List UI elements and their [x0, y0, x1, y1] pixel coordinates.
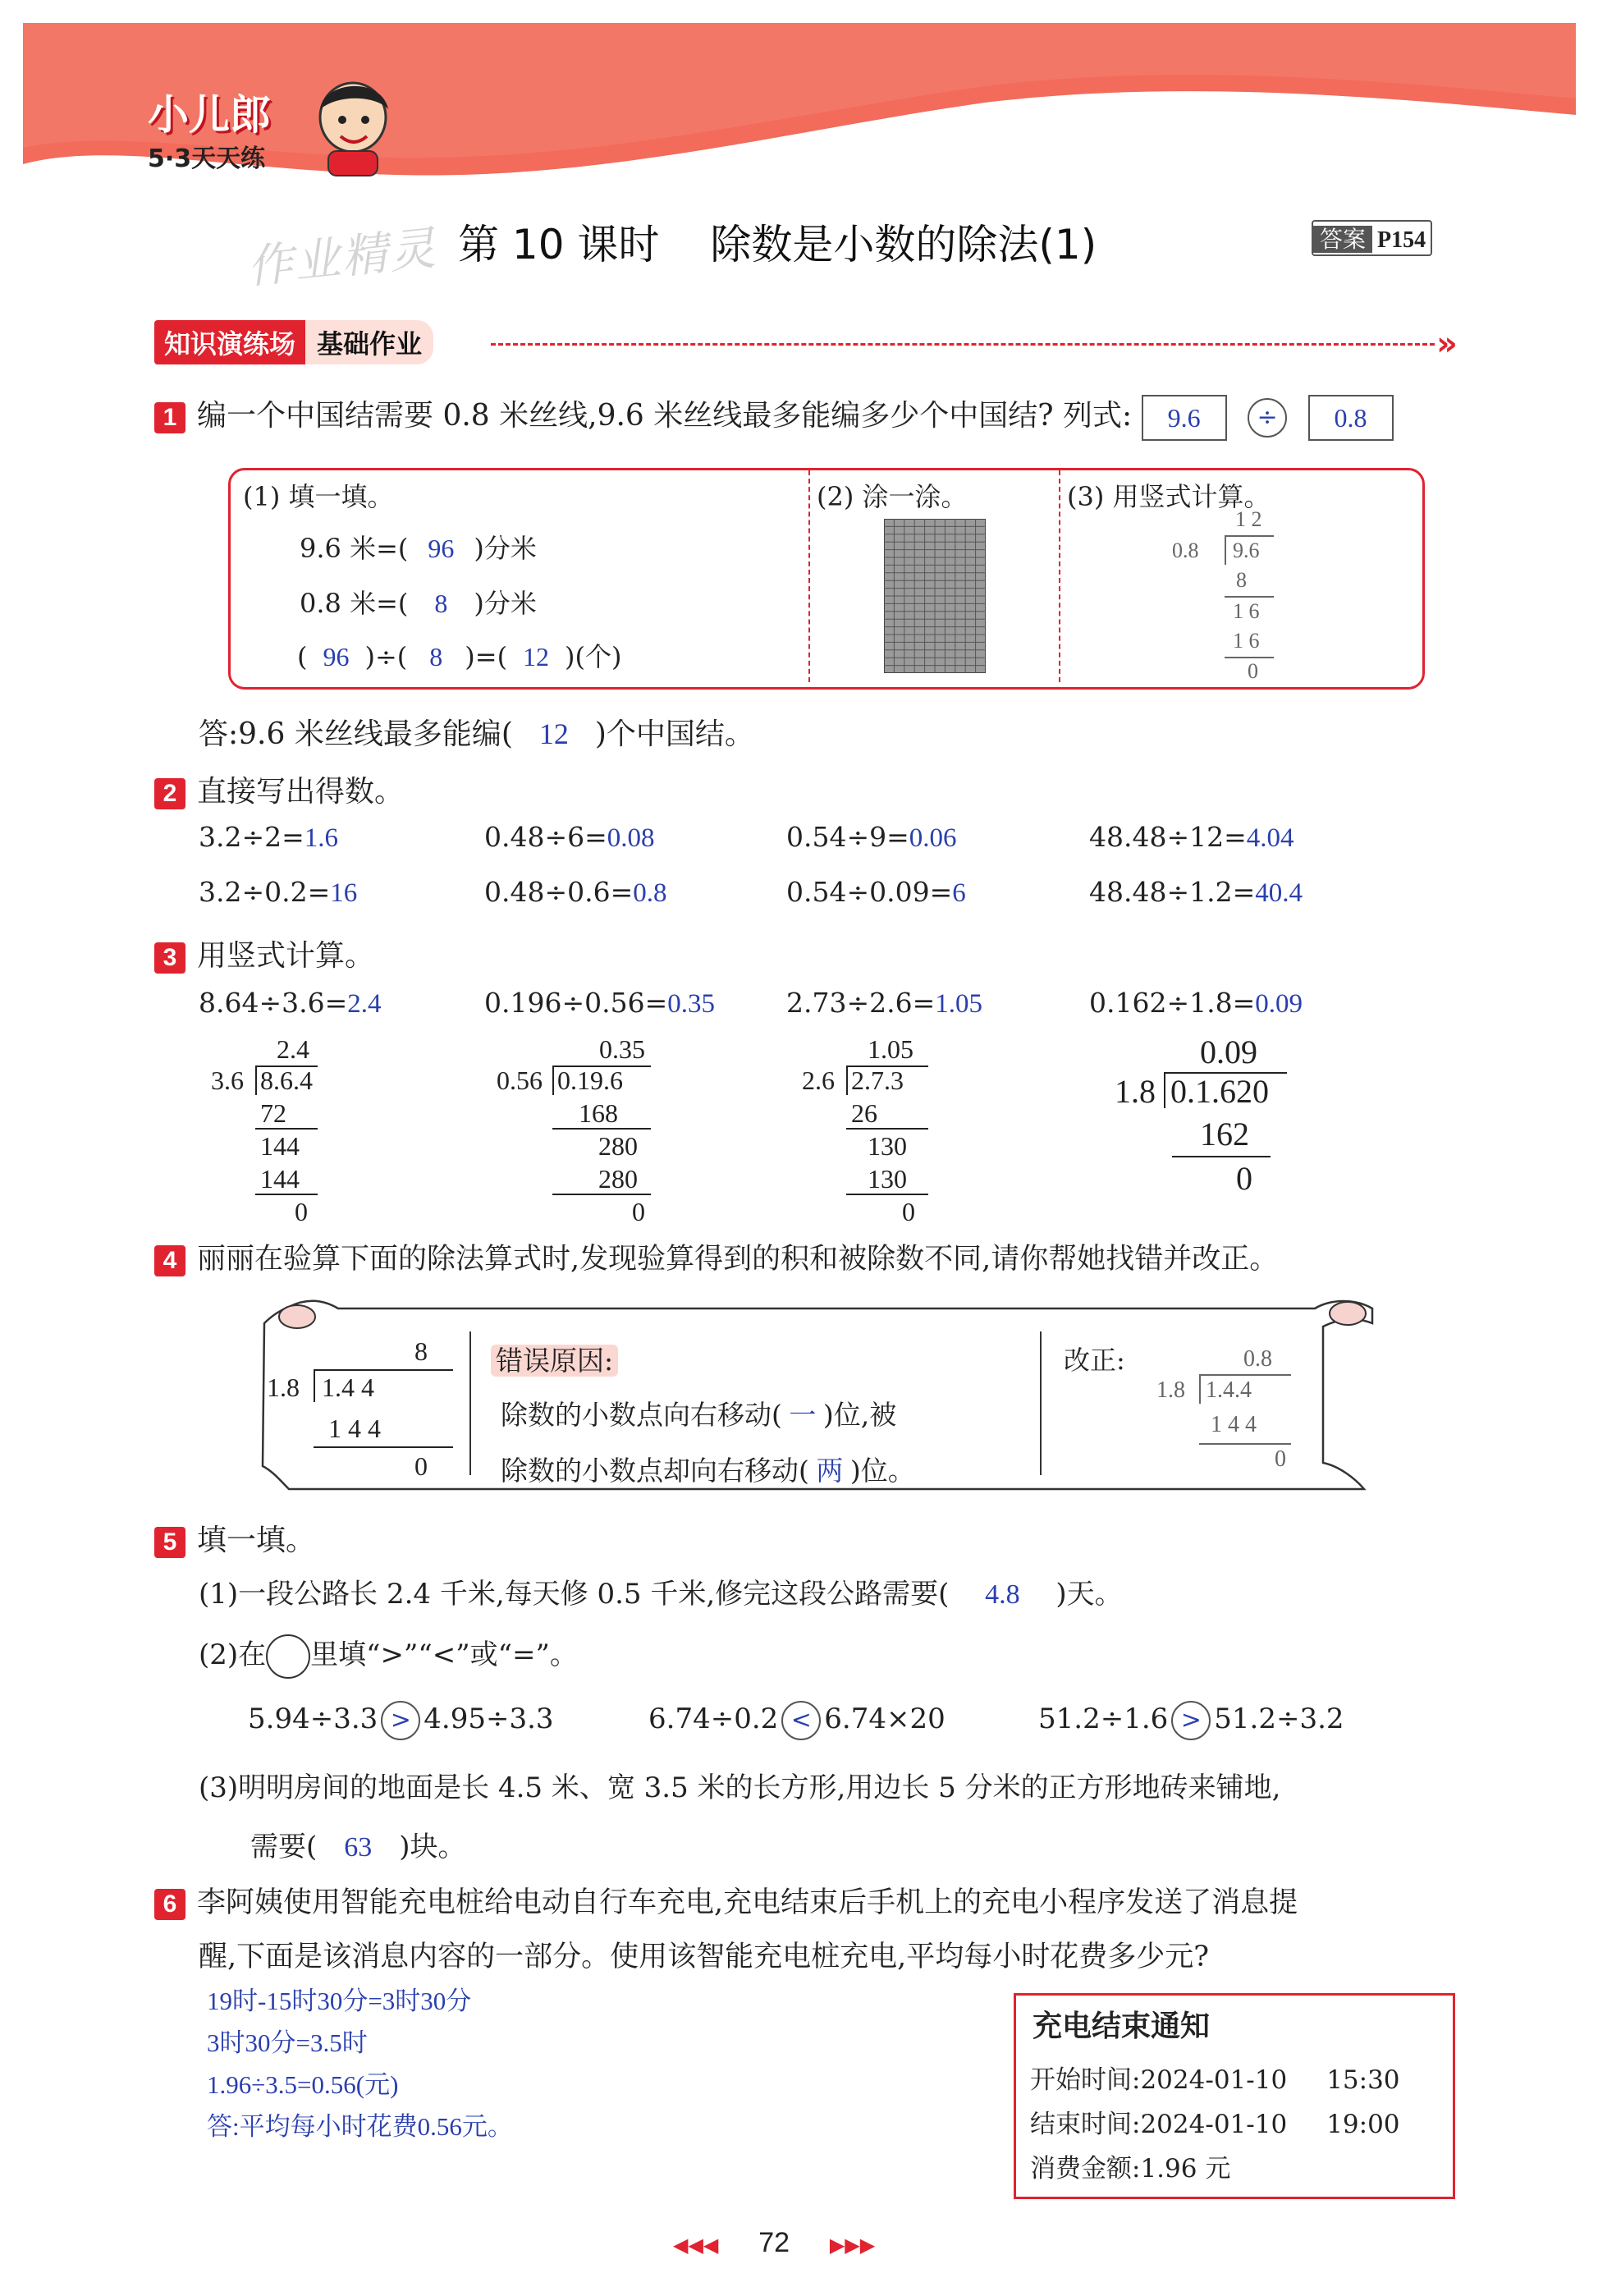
compare-circle: > — [1171, 1701, 1211, 1740]
q4-fix-title: 改正: — [1064, 1345, 1125, 1376]
q1-circle-op: ÷ — [1248, 398, 1287, 438]
page-footer — [673, 2226, 875, 2259]
q6-work-line: 3时30分=3.5时 — [207, 2028, 368, 2057]
calc-divisor: 0.8 — [1172, 538, 1199, 562]
q1-vertical-calc: 1 2 0.8 9.6 8 1 6 1 6 0 — [1165, 507, 1289, 684]
lesson-number: 第 10 课时 — [458, 221, 660, 268]
answer-label: 答案 — [1313, 226, 1372, 253]
q3-calc-3: 1.05 2.6 2.7.3 26 130 130 0 — [800, 1034, 940, 1231]
q5-title: 5 填一填。 — [154, 1517, 315, 1559]
q5-part2: (2)在 里填“>”“<”或“=”。 — [199, 1632, 578, 1679]
q5-compare: 51.2÷1.6 > 51.2÷3.2 — [1038, 1701, 1344, 1740]
q2-item: 0.54÷9=0.06 — [786, 821, 957, 853]
watermark: 作业精灵 — [244, 222, 440, 295]
mascot-icon — [308, 72, 398, 179]
q6-work-line: 1.96÷3.5=0.56(元) — [207, 2070, 399, 2099]
notice-end: 结束时间:2024-01-10 19:00 — [1030, 2110, 1400, 2139]
q1-text: 1 编一个中国结需要 0.8 米丝线,9.6 米丝线最多能编多少个中国结? 列式: 9.6 ÷ 0.8 — [154, 392, 1394, 441]
q2-item: 3.2÷2=1.6 — [199, 821, 339, 853]
section-arrow-icon: » — [1436, 325, 1458, 363]
q2-item: 0.48÷0.6=0.8 — [484, 876, 667, 908]
q3-calc-4: 0.09 1.8 0.1.620 162 0 — [1115, 1033, 1303, 1230]
q4-reason-title: 错误原因: — [491, 1340, 618, 1378]
q6-text-2: 醒,下面是该消息内容的一部分。使用该智能充电桩充电,平均每小时花费多少元? — [199, 1941, 1210, 1973]
notice-cost: 消费金额:1.96 元 — [1030, 2154, 1231, 2184]
q4-text: 4 丽丽在验算下面的除法算式时,发现验算得到的积和被除数不同,请你帮她找错并改正。 — [154, 1236, 1278, 1277]
circle-blank-icon — [266, 1634, 310, 1679]
page-number: 72 — [758, 2227, 790, 2258]
q6-work-line: 答:平均每小时花费0.56元。 — [207, 2112, 513, 2141]
q1-grid-shaded — [884, 519, 986, 673]
section-bar — [154, 320, 433, 364]
q3-number: 3 — [154, 942, 185, 974]
answer-page: P154 — [1377, 227, 1426, 253]
q1-panel-divider-1 — [808, 470, 810, 682]
q4-divider-2 — [1040, 1331, 1042, 1475]
q1-number: 1 — [154, 402, 185, 433]
q3-title: 3 用竖式计算。 — [154, 933, 374, 974]
brand-name: 小儿郎 — [148, 91, 271, 139]
q1-part1-row2: 0.8 米=( 8 )分米 — [300, 588, 537, 619]
q4-divider-1 — [469, 1331, 471, 1475]
q3-calc-2: 0.35 0.56 0.19.6 168 280 280 0 — [497, 1034, 661, 1231]
q1-part2-title: (2) 涂一涂。 — [817, 481, 968, 512]
q4-reason-line2: 除数的小数点却向右移动( 两 )位。 — [501, 1455, 915, 1487]
q2-item: 0.48÷6=0.08 — [484, 821, 655, 853]
notice-title: 充电结束通知 — [1033, 2010, 1211, 2043]
page-title — [458, 212, 1097, 271]
brand-sub: 5·3天天练 — [148, 144, 266, 173]
q1-panel-divider-2 — [1059, 470, 1060, 682]
q2-item: 0.54÷0.09=6 — [786, 876, 966, 908]
next-arrows-icon: ▶▶▶ — [829, 2234, 876, 2257]
q6-work — [207, 1980, 513, 2147]
q1-box-dividend: 9.6 — [1142, 395, 1227, 441]
q3-expr: 0.196÷0.56=0.35 — [484, 987, 715, 1019]
q5-part3-line2: 需要( 63 )块。 — [250, 1831, 466, 1863]
q3-expr: 2.73÷2.6=1.05 — [786, 987, 983, 1019]
q1-box-divisor: 0.8 — [1308, 395, 1394, 441]
q3-calc-1: 2.4 3.6 8.6.4 72 144 144 0 — [209, 1034, 332, 1231]
section-dash-line — [491, 343, 1435, 346]
compare-circle: > — [381, 1701, 420, 1740]
q1-part1-title: (1) 填一填。 — [243, 481, 394, 512]
q2-number: 2 — [154, 778, 185, 809]
brand-logo — [148, 82, 271, 174]
q4-reason-line1: 除数的小数点向右移动( 一 )位,被 — [501, 1399, 897, 1431]
section-tag-2: 基础作业 — [305, 320, 433, 364]
answer-ref — [1312, 220, 1432, 256]
calc-dividend: 9.6 — [1233, 538, 1260, 562]
calc-quotient: 1 2 — [1235, 507, 1262, 531]
q2-item: 48.48÷1.2=40.4 — [1089, 876, 1303, 908]
q6-number: 6 — [154, 1889, 185, 1920]
q1-answer: 答:9.6 米丝线最多能编( 12 )个中国结。 — [199, 717, 754, 751]
q1-part3-title: (3) 用竖式计算。 — [1067, 481, 1271, 512]
lesson-title: 除数是小数的除法(1) — [710, 221, 1097, 268]
q4-wrong-calc: 8 1.8 1.4 4 1 4 4 0 — [263, 1336, 468, 1492]
q2-title: 2 直接写出得数。 — [154, 768, 404, 810]
q4-number: 4 — [154, 1245, 185, 1276]
section-tag-1: 知识演练场 — [154, 320, 305, 364]
notice-start: 开始时间:2024-01-10 15:30 — [1030, 2065, 1400, 2095]
prev-arrows-icon: ◀◀◀ — [673, 2234, 719, 2257]
compare-circle: < — [781, 1701, 821, 1740]
q3-expr: 0.162÷1.8=0.09 — [1089, 987, 1303, 1019]
q1-part1-row3: ( 96 )÷( 8 )=( 12 )(个) — [297, 641, 622, 672]
q1-part1-row1: 9.6 米=( 96 )分米 — [300, 533, 537, 564]
q5-part1: (1)一段公路长 2.4 千米,每天修 0.5 千米,修完这段公路需要( 4.8 )天。 — [199, 1578, 1123, 1611]
q2-item: 48.48÷12=4.04 — [1089, 821, 1294, 853]
q6-work-line: 19时-15时30分=3时30分 — [207, 1987, 472, 2015]
q6-text-1: 6 李阿姨使用智能充电桩给电动自行车充电,充电结束后手机上的充电小程序发送了消息提 — [154, 1880, 1298, 1921]
q3-expr: 8.64÷3.6=2.4 — [199, 987, 382, 1019]
q4-fix-calc: 0.8 1.8 1.4.4 1 4 4 0 — [1153, 1346, 1301, 1486]
q5-part3-line1: (3)明明房间的地面是长 4.5 米、宽 3.5 米的长方形,用边长 5 分米的正方形地砖来铺地, — [199, 1771, 1281, 1804]
q5-number: 5 — [154, 1527, 185, 1558]
q2-item: 3.2÷0.2=16 — [199, 876, 358, 908]
q5-compare: 6.74÷0.2 < 6.74×20 — [648, 1701, 946, 1740]
q5-compare: 5.94÷3.3 > 4.95÷3.3 — [248, 1701, 554, 1740]
